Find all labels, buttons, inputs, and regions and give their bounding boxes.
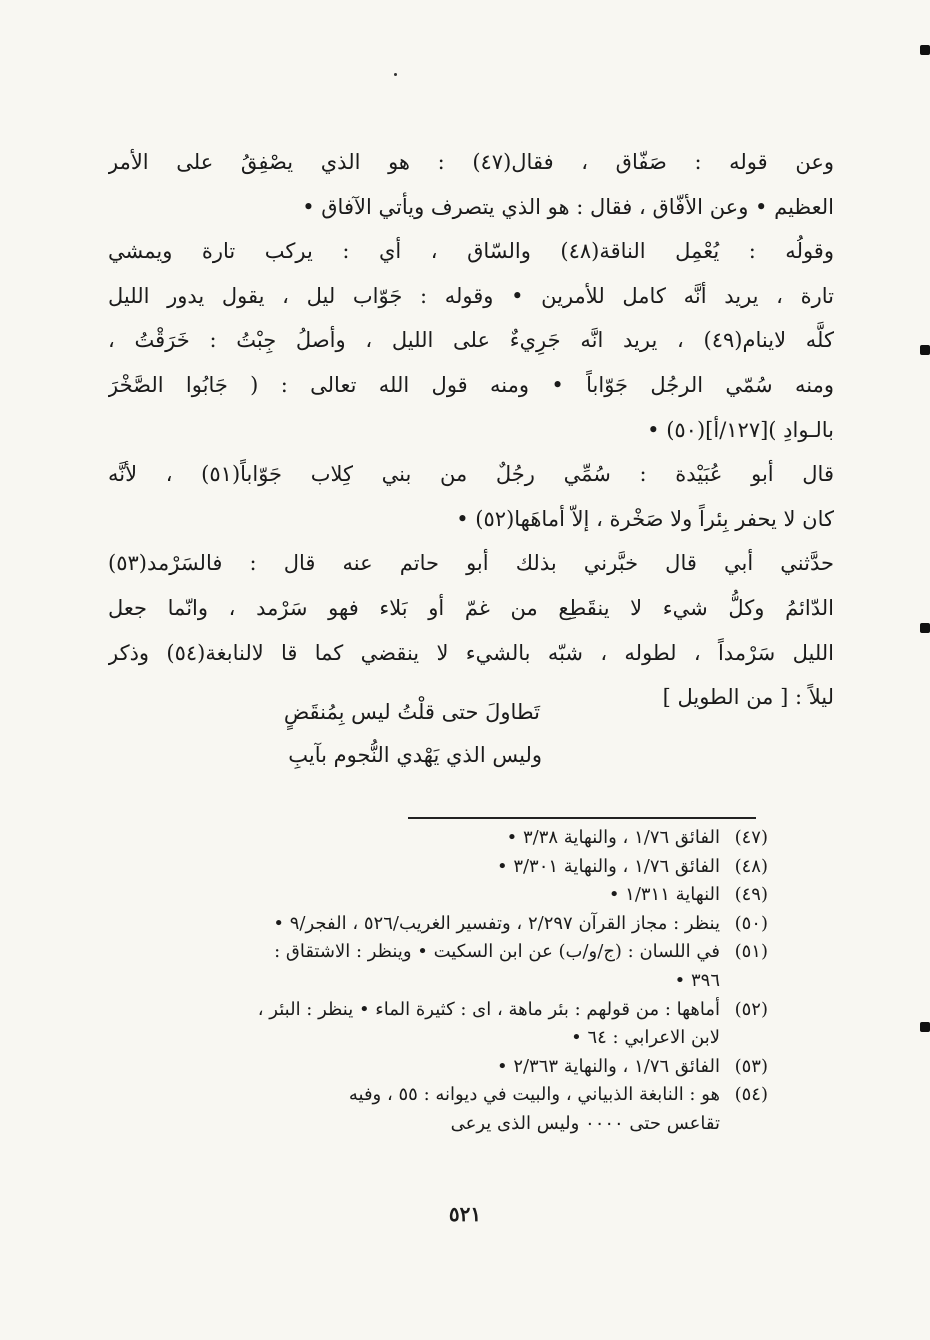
footnote-continuation: تقاعس حتى ٠٠٠٠ وليس الذى يرعى — [450, 1112, 720, 1134]
text-line: الدّائمُ وكلُّ شيء لا ينقَطِع من غمّ أو بَلاء فهو سَرْمد ، وانّما جعل — [108, 595, 834, 620]
margin-mark — [920, 45, 930, 55]
margin-mark — [920, 623, 930, 633]
text-line: ليلاً : [ من الطويل ] — [662, 685, 834, 710]
footnote-number: (٥٣) — [734, 1055, 768, 1077]
footnote — [108, 853, 768, 882]
text-line: وعن قوله : صَفّاق ، فقال(٤٧) : هو الذي يصْفِقُ على الأمر — [108, 150, 834, 174]
footnote-number: (٥٠) — [734, 912, 768, 934]
footnote-number: (٤٧) — [734, 827, 768, 848]
page-speck — [394, 73, 397, 76]
footnote — [108, 1053, 768, 1082]
footnote-continuation: لابن الاعرابي : ٦٤ • — [571, 1027, 720, 1049]
text-line: كان لا يحفر بِئراً ولا صَخْرة ، إلاّ أماهَها(٥٢) • — [456, 506, 834, 531]
footnote-text: ينظر : مجاز القرآن ٢/٢٩٧ ، وتفسير الغريب/٥٢٦ ، الفجر/٩ • — [273, 912, 720, 934]
margin-mark — [920, 345, 930, 355]
text-line: ومنه سُمّي الرجُل جَوّاباً • ومنه قول الله تعالى : ( جَابُوا الصَّخْرَ — [108, 372, 834, 397]
footnote-text: الفائق ١/٧٦ ، والنهاية ٣/٣٠١ • — [496, 855, 720, 877]
text-line: قال أبو عُبَيْدة : سُمِّي رجُلٌ من بني كِلاب جَوّاباً(٥١) ، لأنَّه — [108, 462, 834, 487]
text-line: العظيم • وعن الأفّاق ، فقال : هو الذي يتصرف ويأتي الآفاق • — [302, 194, 834, 219]
footnote-rule — [408, 817, 756, 819]
footnote-text: الفائق ١/٧٦ ، والنهاية ٣/٣٨ • — [506, 827, 720, 848]
main-text — [108, 140, 834, 720]
footnote — [108, 996, 768, 1053]
text-line: تارة ، يريد أنَّه كامل للأمرين • وقوله : جَوّاب ليل ، يقول يدور الليل — [108, 283, 834, 308]
text-line: كلَّه لاينام(٤٩) ، يريد انَّه جَرِيءٌ على الليل ، وأصلُ جِبْتُ : خَرَقْتُ ، — [108, 328, 834, 353]
text-line: بالـوادِ )[١٢٧/أ](٥٠) • — [647, 417, 834, 442]
footnote-number: (٤٨) — [734, 855, 768, 877]
footnotes — [108, 824, 768, 1139]
verse-first-hemistich: تَطاولَ حتى قلْتُ ليس بِمُنقَضٍ — [283, 700, 540, 724]
footnote-text: أماهها : من قولهم : بئر ماهة ، اى : كثيرة الماء • ينظر : البئر ، — [257, 998, 720, 1020]
footnote — [108, 881, 768, 910]
footnote-text: النهاية ١/٣١١ • — [608, 884, 720, 906]
text-line: حدَّثني أبي قال خبَّرني بذلك أبو حاتم عنه قال : فالسَرْمد(٥٣) — [108, 551, 834, 576]
page-number: ٥٢١ — [448, 1202, 482, 1226]
footnote-text: هو : النابغة الذبياني ، والبيت في ديوانه : ٥٥ ، وفيه — [348, 1084, 720, 1106]
footnote-text-block — [108, 1081, 720, 1138]
margin-mark — [920, 1022, 930, 1032]
verse-second-hemistich: وليس الذي يَهْدي النُّجوم بآيبِ — [288, 743, 542, 767]
text-line: وقولُه : يُعْمِل الناقة(٤٨) والسّاق ، أي : يركب تارة ويمشي — [108, 239, 834, 264]
footnote-text: في اللسان : (ج/و/ب) عن ابن السكيت • وينظر : الاشتقاق : — [274, 941, 720, 963]
footnote-text: الفائق ١/٧٦ ، والنهاية ٢/٣٦٣ • — [496, 1055, 720, 1077]
footnote — [108, 824, 768, 853]
footnote-number: (٥١) — [734, 941, 768, 963]
footnote — [108, 938, 768, 995]
text-line: الليل سَرْمداً ، لطوله ، شبّه بالشيء لا ينقضي كما قا لالنابغة(٥٤) وذكر — [108, 640, 834, 665]
footnote-continuation: ٣٩٦ • — [674, 969, 720, 991]
footnote-text-block — [108, 996, 720, 1053]
footnote — [108, 1081, 768, 1138]
footnote-number: (٤٩) — [734, 884, 768, 906]
footnote — [108, 910, 768, 939]
footnote-text-block — [108, 938, 720, 995]
footnote-number: (٥٢) — [734, 998, 768, 1020]
footnote-number: (٥٤) — [734, 1084, 768, 1106]
